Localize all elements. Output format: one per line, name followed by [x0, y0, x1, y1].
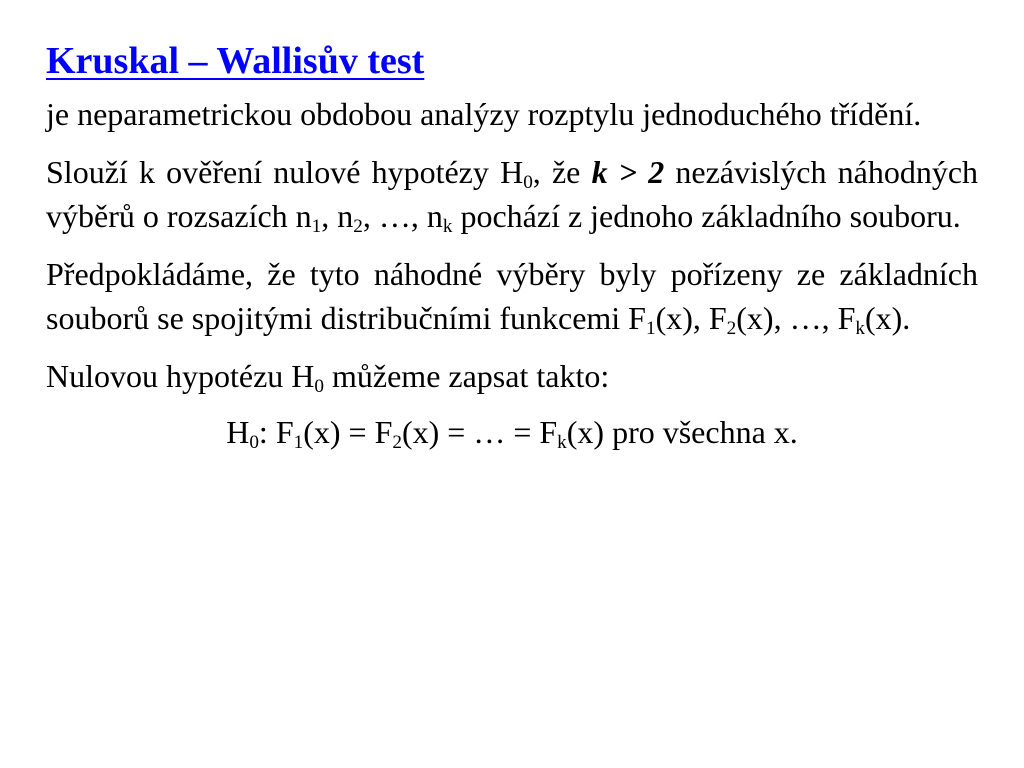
text-segment: Slouží k ověření nulové hypotézy H — [46, 154, 524, 190]
formula-segment: (x) = … = F — [401, 414, 558, 450]
formula-segment: (x) = F — [303, 414, 393, 450]
text-segment: nezávislých náhodných výběrů o rozsazích n — [46, 154, 979, 234]
text-segment: pochází z jednoho základního souboru. — [452, 198, 961, 234]
text-segment: , n — [321, 198, 354, 234]
subscript: 2 — [392, 431, 402, 453]
paragraph-hypothesis-intro — [46, 354, 978, 398]
formula-segment: : F — [258, 414, 294, 450]
subscript: 1 — [293, 431, 304, 453]
variable-k: k — [591, 154, 608, 190]
paragraph-assumption — [46, 252, 978, 340]
paragraph-purpose — [46, 150, 978, 238]
subscript: k — [442, 215, 453, 237]
subscript: 1 — [311, 215, 322, 237]
greater-than-sign: > — [607, 154, 649, 190]
text-segment: (x). — [864, 300, 911, 336]
formula-segment: (x) pro všechna x. — [566, 414, 798, 450]
text-segment: , že — [532, 154, 592, 190]
subscript: 1 — [645, 317, 656, 339]
subscript: 0 — [314, 375, 324, 397]
text-segment: , …, n — [362, 198, 443, 234]
slide-title: Kruskal – Wallisův test — [46, 40, 425, 82]
formula-segment: H — [226, 414, 250, 450]
subscript: 0 — [523, 171, 533, 193]
subscript: k — [855, 317, 865, 339]
hypothesis-formula — [46, 410, 978, 454]
text-segment: (x), F — [655, 300, 727, 336]
text-segment: můžeme zapsat takto: — [324, 358, 610, 394]
subscript: 2 — [353, 215, 363, 237]
text-segment: Předpokládáme, že tyto náhodné výběry byly pořízeny ze základních souborů se spojitými distribučními funkcemi F — [46, 256, 978, 336]
subscript: 2 — [726, 317, 737, 339]
subscript: k — [557, 431, 567, 453]
subscript: 0 — [249, 431, 259, 453]
paragraph-definition: je neparametrickou obdobou analýzy rozptylu jednoduchého třídění. — [46, 96, 922, 132]
text-segment: Nulovou hypotézu H — [46, 358, 315, 394]
text-segment: (x), …, F — [736, 300, 856, 336]
number-two: 2 — [648, 154, 665, 190]
